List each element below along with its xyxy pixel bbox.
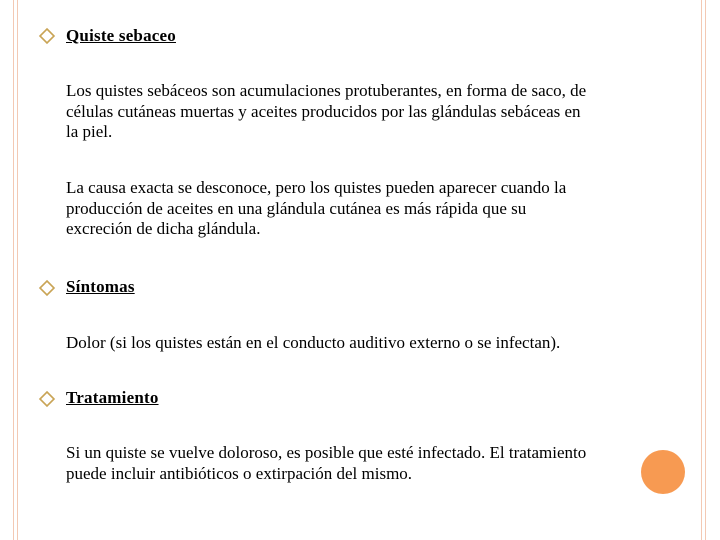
frame-left-inner-line	[17, 0, 18, 540]
diamond-bullet-icon	[38, 390, 56, 408]
frame-right-inner-line	[701, 0, 702, 540]
text-line: la piel.	[66, 122, 113, 141]
paragraph-sintomas	[66, 333, 560, 354]
diamond-bullet-icon	[38, 279, 56, 297]
section-heading-quiste-sebaceo: Quiste sebaceo	[66, 26, 176, 45]
text-line: puede incluir antibióticos o extirpación del mismo.	[66, 463, 413, 483]
diamond-bullet-icon	[38, 27, 56, 45]
text-line: Los quistes sebáceos son acumulaciones protuberantes, en forma de saco, de	[66, 81, 587, 100]
text-line: excreción de dicha glándula.	[66, 219, 261, 238]
frame-right-outer-line	[705, 0, 706, 540]
paragraph-tratamiento	[66, 443, 586, 484]
section-heading-tratamiento: Tratamiento	[66, 388, 159, 407]
decorative-orange-circle	[641, 450, 685, 494]
text-line: Si un quiste se vuelve doloroso, es posible que esté infectado. El tratamiento	[66, 443, 587, 462]
text-line: producción de aceites en una glándula cutánea es más rápida que su	[66, 198, 527, 218]
text-line: células cutáneas muertas y aceites producidos por las glándulas sebáceas en	[66, 101, 581, 121]
text-line: Dolor (si los quistes están en el conducto auditivo externo o se infectan).	[66, 333, 561, 352]
section-heading-sintomas: Síntomas	[66, 277, 135, 296]
text-line: La causa exacta se desconoce, pero los quistes pueden aparecer cuando la	[66, 178, 567, 197]
paragraph-causa	[66, 178, 566, 240]
paragraph-definicion	[66, 81, 586, 143]
frame-left-outer-line	[13, 0, 14, 540]
